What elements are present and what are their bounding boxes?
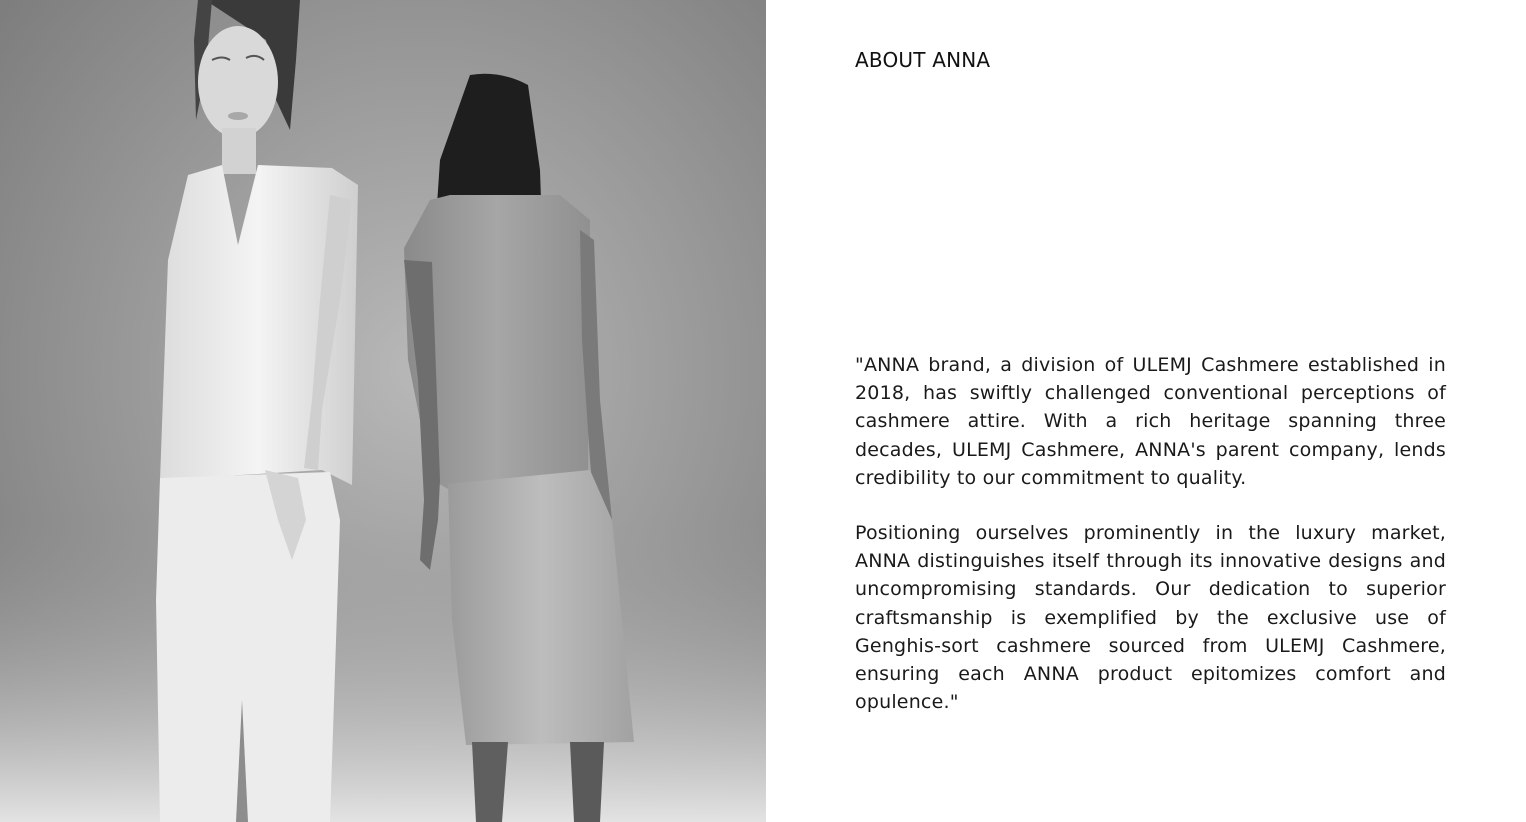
model-right-skirt [448, 470, 634, 745]
about-paragraph-2: Positioning ourselves prominently in the luxury market, ANNA distinguishes itself through its innovative designs and uncompromising standards. Our dedication to superior craftsmanship is exemplified by the exclusive use of Genghis-sort cashmere sourced from ULEMJ Cashmere, ensuring each ANNA product epitomizes comfort and opulence." [855, 522, 1446, 714]
about-text [855, 351, 1446, 716]
about-paragraph-1: "ANNA brand, a division of ULEMJ Cashmere established in 2018, has swiftly challenged conventional perceptions of cashmere attire. With a rich heritage spanning three decades, ULEMJ Cashmere, ANNA's parent company, lends credibility to our commitment to quality. [855, 354, 1446, 489]
model-left-face [198, 26, 278, 138]
model-left-skirt [156, 472, 340, 822]
about-section [766, 0, 1526, 822]
about-heading: ABOUT ANNA [855, 48, 991, 72]
